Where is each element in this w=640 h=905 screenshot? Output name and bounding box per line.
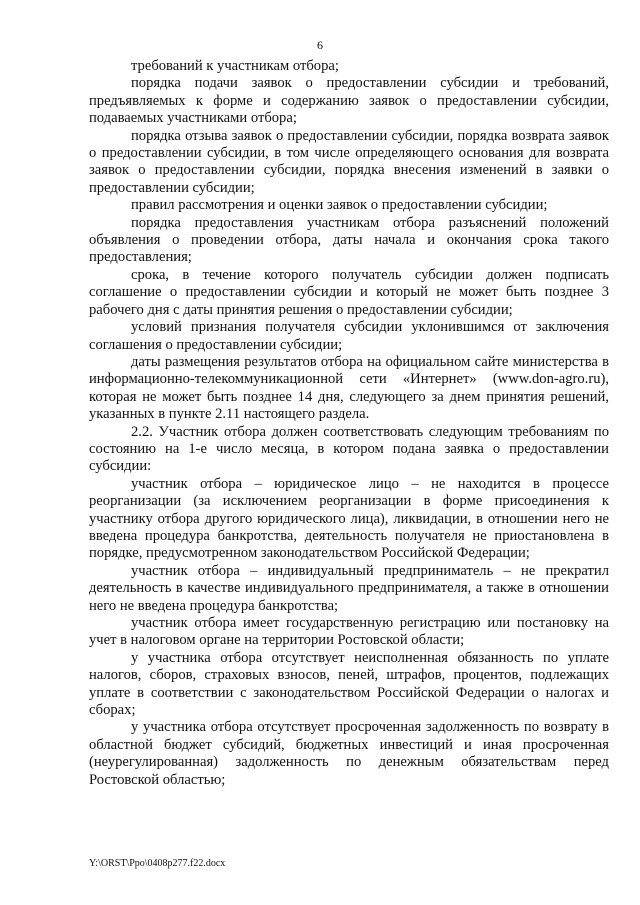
paragraph: правил рассмотрения и оценки заявок о предоставлении субсидии; <box>131 197 548 214</box>
document-body <box>89 58 609 789</box>
page-number: 6 <box>317 38 323 52</box>
paragraph: порядка предоставления участникам отбора разъяснений положений объявления о проведении отбора, даты начала и окончания срока такого предоставления; <box>89 214 609 266</box>
paragraph: участник отбора имеет государственную регистрацию или постановку на учет в налоговом органе на территории Ростовской области; <box>89 615 609 649</box>
paragraph: порядка подачи заявок о предоставлении субсидии и требований, предъявляемых к форме и содержанию заявок о предоставлении субсидии, подаваемых участниками отбора; <box>89 75 609 127</box>
paragraph: 2.2. Участник отбора должен соответствовать следующим требованиям по состоянию на 1-е число месяца, в котором подана заявка о предоставлении субсидии: <box>89 423 609 475</box>
paragraph: у участника отбора отсутствует неисполненная обязанность по уплате налогов, сборов, страховых взносов, пеней, штрафов, процентов, подлежащих уплате в соответствии с законодательством Российской Федерации о налогах и сборах; <box>89 649 609 719</box>
paragraph: участник отбора – индивидуальный предприниматель – не прекратил деятельность в качестве индивидуального предпринимателя, а также в отношении него не введена процедура банкротства; <box>89 562 609 614</box>
paragraph: условий признания получателя субсидии уклонившимся от заключения соглашения о предоставлении субсидии; <box>89 319 609 353</box>
paragraph: участник отбора – юридическое лицо – не находится в процессе реорганизации (за исключением реорганизации в форме присоединения к участнику отбора другого юридического лица), ликвидации, в отношении него не введена процедура банкротства, деятельность получателя не приостановлена в порядке, предусмотренном законодательством Российской Федерации; <box>89 475 609 562</box>
paragraph: даты размещения результатов отбора на официальном сайте министерства в информационно-телекоммуникационной сети «Интернет» (www.don-agro.ru), которая не может быть позднее 14 дня, следующего за днем принятия решений, указанных в пункте 2.11 настоящего раздела. <box>89 353 609 423</box>
paragraph: требований к участникам отбора; <box>131 58 339 74</box>
footer-file-path: Y:\ORST\Ppo\0408p277.f22.docx <box>89 858 226 869</box>
paragraph: у участника отбора отсутствует просроченная задолженность по возврату в областной бюджет субсидий, бюджетных инвестиций и иная просроченная (неурегулированная) задолженность по денежным обязательствам перед Ростовской областью; <box>89 719 609 788</box>
paragraph: срока, в течение которого получатель субсидии должен подписать соглашение о предоставлении субсидии и который не может быть позднее 3 рабочего дня с даты принятия решения о предоставлении субсидии; <box>89 266 609 318</box>
paragraph: порядка отзыва заявок о предоставлении субсидии, порядка возврата заявок о предоставлении субсидии, в том числе определяющего основания для возврата заявок о предоставлении субсидии, порядка внесения изменений в заявки о предоставлении субсидии; <box>89 127 609 196</box>
